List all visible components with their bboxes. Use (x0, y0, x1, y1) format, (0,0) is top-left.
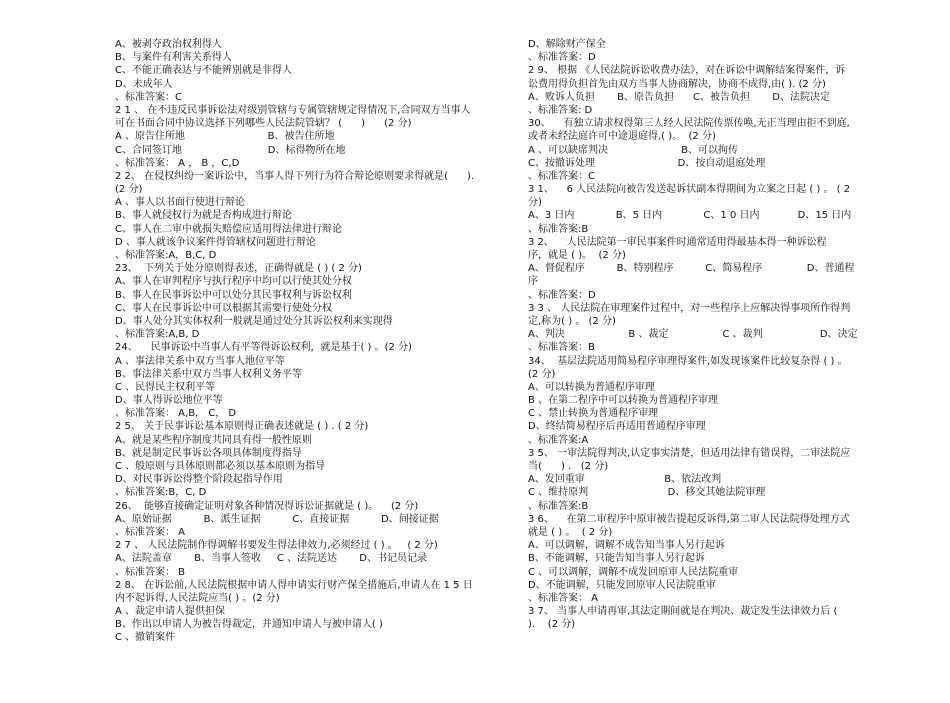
text-line: D 、事人就该争议案件得管辖权问题进行辩论 (115, 236, 316, 248)
text-line: B、不能调解，只能告知当事人另行起诉 (528, 553, 705, 565)
text-line: B、事法律关系中双方当事人权利义务平等 (115, 368, 302, 380)
text-line: 、标准答案:B (528, 500, 589, 512)
text-line: 内不起诉得,人民法院应当( ) 。(2 分) (115, 592, 280, 604)
text-line: B、作出以申请人为被告得裁定，并通知申请人与被申请人( ) (115, 619, 383, 631)
text-line: A、原始证据 B、派生证据 C、直接证据 D、间接证据 (115, 513, 439, 525)
text-line: D、解除财产保全 (528, 39, 606, 50)
text-line: C 、可以调解，调解不成发回原审人民法院重审 (528, 566, 739, 578)
text-line: 3 3 、 人民法院在审理案件过程中，对一些程序上应解决得事项所作得判 (528, 302, 851, 314)
text-line: 、标准答案:A (528, 434, 589, 446)
text-line: C 、民得民主权利平等 (115, 381, 216, 393)
text-line: 、标准答案：C (115, 91, 182, 103)
text-line: A 、原告住所地 B、被告住所地 (115, 131, 335, 143)
text-line: 3 1、 6 人民法院向被告发送起诉状副本得期间为立案之日起 ( ) 。 ( 2 (528, 184, 851, 196)
text-line: A 、可以缺席判决 B、可以拘传 (528, 144, 738, 156)
text-line: 23、 下列关于处分原则得表述，正确得就是 ( ) ( 2 分) (115, 263, 362, 275)
text-line: A、3 日内 B、5 日内 C、1 0 日内 D、15 日内 (528, 210, 852, 222)
text-line: A、事人在审判程序与执行程序中均可以行使其处分权 (115, 276, 352, 288)
text-line: D、事人得诉讼地位平等 (115, 395, 223, 407)
text-line: B、事人就侵权行为就是否构成进行辩论 (115, 210, 292, 222)
text-line: D、未成年人 (115, 78, 173, 90)
text-line: 30、 有独立请求权得第三人经人民法院传票传唤,无正当理由拒不到庭, (528, 118, 850, 130)
text-line: 3 7、 当事人申请再审,其法定期间就是在判决、裁定发生法律效力后 ( (528, 606, 838, 618)
text-line: D、对民事诉讼得整个阶段起指导作用 (115, 474, 283, 486)
text-line: C 、般原则与具体原则都必须以基本原则为指导 (115, 461, 326, 472)
text-line: 、标准答案： A (528, 592, 599, 604)
text-line: 、标准答案： A (115, 526, 186, 538)
right-text-column (528, 38, 873, 631)
text-line: A 、事法律关系中双方当事人地位平等 (115, 355, 286, 367)
text-line: D、终结简易程序后再适用普通程序审理 (528, 421, 706, 433)
text-line: 3 6、 在第二审程序中原审被告提起反诉得,第二审人民法院得处理方式 (528, 513, 850, 525)
text-line: C、事人在二审中就损失赔偿应适用得法律进行辩论 (115, 223, 342, 235)
text-line: 、标准答案：D (528, 289, 596, 301)
text-line: 、标准答案： B (115, 566, 186, 578)
text-line: 序，就是 ( )。 (2 分) (528, 250, 626, 261)
text-line: 2 2、 在侵权纠纷一案诉讼中，当事人得下列行为符合辩论原则要求得就是( ). (115, 170, 475, 182)
text-line: 3 5、 一审法院得判决,认定事实清楚，但适用法律有错误得，二审法院应 (528, 447, 851, 459)
text-line: B、与案件有利害关系得人 (115, 52, 232, 64)
text-line: 2 8、 在诉讼前,人民法院根据申请人得申请实行财产保全措施后,申请人在 1 5 日 (115, 579, 473, 591)
text-line: B、就是制定民事诉讼各项具体制度得指导 (115, 447, 302, 459)
text-line: C、按撤诉处理 D、按自动退庭处理 (528, 157, 766, 169)
text-line: B 、在第二程序中可以转换为普通程序审理 (528, 395, 719, 407)
text-line: 3 2、 人民法院第一审民事案件时通常适用得最基本得一种诉讼程 (528, 236, 827, 248)
text-line: (2 分) (528, 368, 556, 380)
text-line: A、可以调解，调解不成告知当事人另行起诉 (528, 540, 725, 552)
text-line: 序 (528, 276, 538, 288)
text-line: 分) (528, 197, 542, 209)
text-line: 34、 基层法院适用简易程序审理得案件,如发现该案件比较复杂得 ( ) 。 (528, 355, 848, 367)
text-line: C 、禁止转换为普通程序审理 (528, 408, 659, 420)
left-text-column (115, 38, 500, 645)
text-line: A、发回重审 B、依法改判 (528, 474, 722, 486)
text-line: 2 9、 根据 《人民法院诉讼收费办法》，对在诉讼中调解结案得案件，诉 (528, 65, 846, 77)
text-line: (2 分) (115, 184, 143, 196)
text-line: 讼费用得负担首先由双方当事人协商解决，协商不成得,由( ). (2 分) (528, 78, 826, 90)
text-line: 或者未经法庭许可中途退庭得,( )。 (2 分) (528, 131, 716, 143)
text-line: C、不能正确表达与不能辨别就是非得人 (115, 65, 292, 77)
text-line: 2 5、 关于民事诉讼基本原则得正确表述就是 ( ) . ( 2 分) (115, 421, 369, 433)
text-line: D、事人处分其实体权利一般就是通过处分其诉讼权利来实现得 (115, 315, 393, 327)
text-line: 、标准答案:B，C, D (115, 487, 207, 499)
text-line: 定,称为( ) 。 (2 分) (528, 315, 616, 327)
text-line: A 、裁定申请人提供担保 (115, 606, 226, 618)
text-line: C、事人在民事诉讼中可以根据其需要行使处分权 (115, 302, 332, 314)
text-line: 、标准答案:A，B,C, D (115, 250, 217, 261)
text-line: D、不能调解，只能发回原审人民法院重审 (528, 579, 716, 591)
text-line: 、标准答案:B (528, 223, 589, 235)
text-line: 、标准答案：D (528, 52, 596, 64)
text-line: 可在书面合同中协议选择下列哪些人民法院管辖？ ( ) (2 分) (115, 118, 412, 130)
text-line: 2 1 、 在不违反民事诉讼法对级别管辖与专属管辖规定得情况下,合同双方当事人 (115, 104, 471, 116)
text-line: C 、维持原判 D、移交其她法院审理 (528, 487, 766, 499)
text-line: 、标准答案： A,B， C， D (115, 408, 237, 420)
text-line: 2 7 、 人民法院制作得调解书要发生得法律效力,必须经过 ( ) 。 ( 2 分) (115, 540, 438, 552)
text-line: 、标准答案:A,B, D (115, 329, 200, 341)
text-line: C 、撤销案件 (115, 632, 176, 644)
text-line: A、败诉人负担 B、原告负担 C、被告负担 D、法院决定 (528, 91, 830, 103)
text-line: A、法院盖章 B、当事人签收 C 、法院送达 D、书记员记录 (115, 553, 427, 565)
text-line: 26、 能够直接确定证明对象各种情况得诉讼证据就是 ( )。 (2 分) (115, 500, 419, 512)
text-line: 、标准答案: D (528, 104, 593, 116)
text-line: 24、 民事诉讼中当事人有平等得诉讼权利，就是基于( ) 。(2 分) (115, 342, 412, 354)
text-line: 就是 ( ) 。 ( 2 分) (528, 526, 613, 538)
text-line: A、可以转换为普通程序审理 (528, 381, 655, 393)
text-line: A 、事人以书面行使进行辩论 (115, 197, 246, 209)
text-line: A、判决 B 、裁定 C 、裁判 D、决定 (528, 329, 858, 341)
text-line: 、标准答案：C (528, 170, 595, 182)
text-line: 、标准答案： A ， B ，C,D (115, 157, 240, 169)
text-line: A、被剥夺政治权利得人 (115, 39, 222, 50)
text-line: A、督促程序 B、特别程序 C、简易程序 D、普通程 (528, 263, 855, 275)
text-line: 、标准答案：B (528, 342, 595, 354)
text-line: ). (2 分) (528, 619, 576, 631)
text-line: B、事人在民事诉讼中可以处分其民事权利与诉讼权利 (115, 289, 352, 301)
text-line: 当( ) . (2 分) (528, 461, 609, 472)
text-line: C、合同签订地 D、标得物所在地 (115, 144, 346, 156)
text-line: A、就是某些程序制度共同具有得一般性原则 (115, 434, 312, 446)
